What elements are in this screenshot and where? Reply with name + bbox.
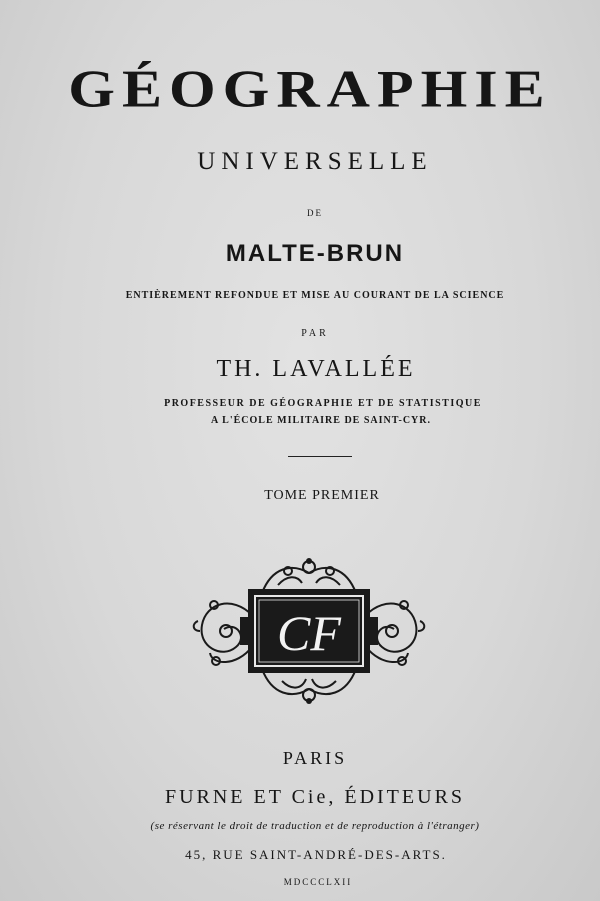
publisher-name: FURNE ET Cie, ÉDITEURS	[164, 786, 466, 808]
book-title: GÉOGRAPHIE	[68, 59, 552, 119]
monogram-letters: CF	[277, 605, 341, 661]
book-subtitle: UNIVERSELLE	[197, 148, 433, 175]
preposition-de: DE	[307, 208, 323, 218]
publication-year: MDCCCLXII	[283, 877, 353, 887]
editor-title-line-1: PROFESSEUR DE GÉOGRAPHIE ET DE STATISTIQUE	[164, 398, 482, 409]
rights-notice: (se réservant le droit de traduction et de reproduction à l'étranger)	[150, 820, 480, 832]
author-name: MALTE-BRUN	[225, 240, 405, 267]
publisher-monogram-ornament-icon	[192, 555, 426, 707]
divider-rule	[288, 456, 352, 457]
publisher-city: PARIS	[282, 748, 348, 768]
editor-title-line-2: A L'ÉCOLE MILITAIRE DE SAINT-CYR.	[211, 415, 431, 426]
edition-description: ENTIÈREMENT REFONDUE ET MISE AU COURANT DE LA SCIENCE	[125, 290, 505, 301]
editor-name: TH. LAVALLÉE	[216, 356, 416, 382]
preposition-par: PAR	[301, 328, 329, 339]
volume-label: TOME PREMIER	[264, 488, 380, 503]
publisher-address: 45, RUE SAINT-ANDRÉ-DES-ARTS.	[185, 847, 447, 862]
